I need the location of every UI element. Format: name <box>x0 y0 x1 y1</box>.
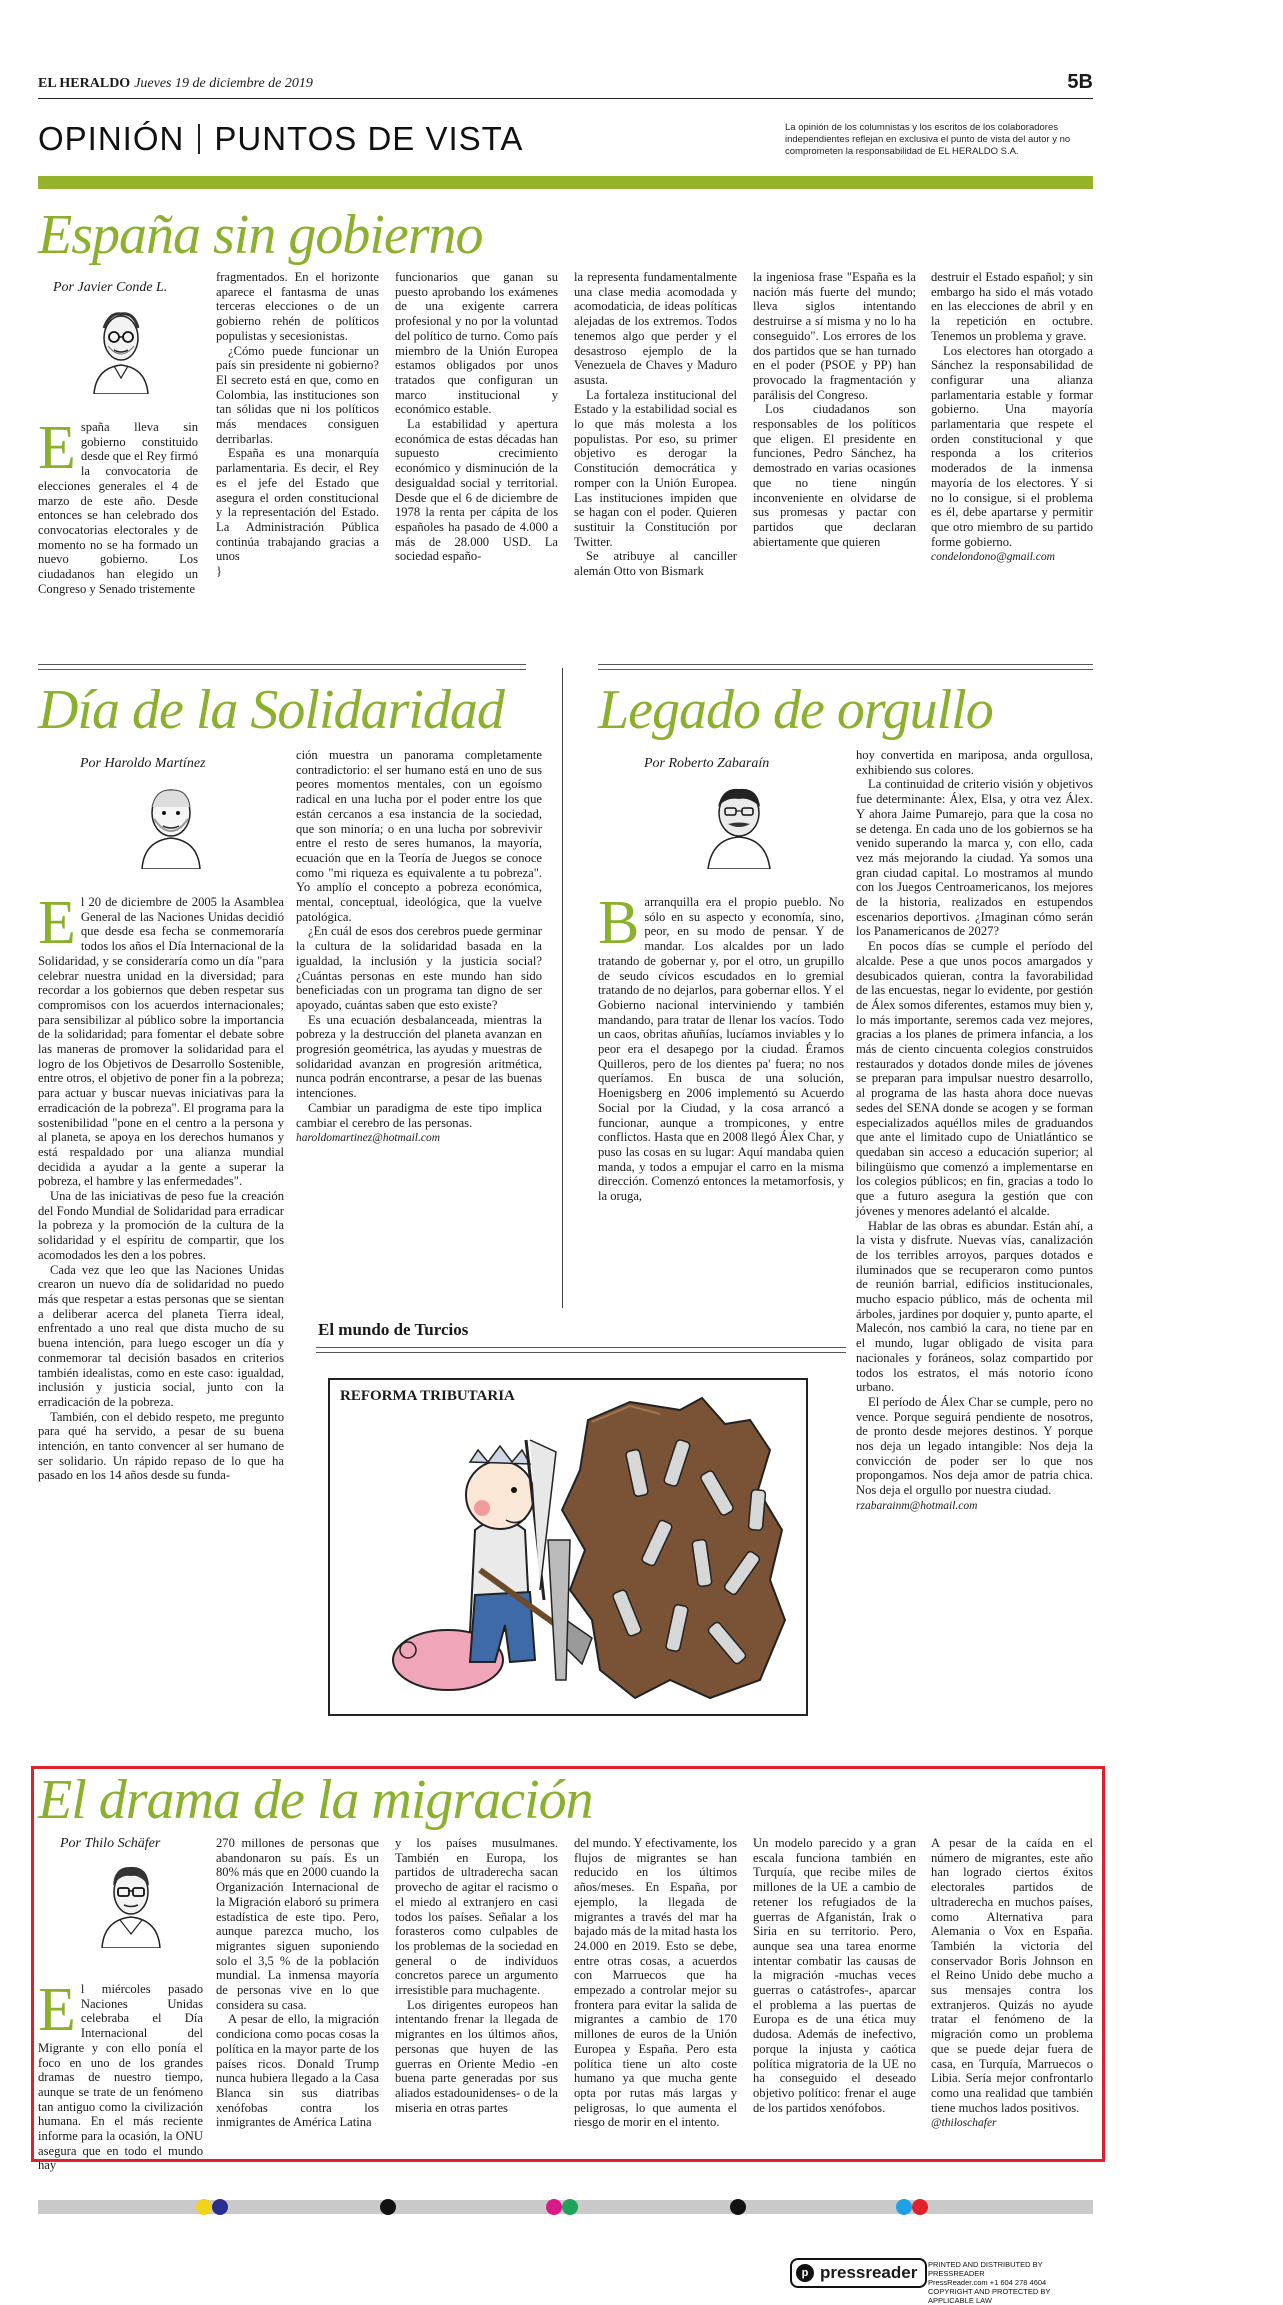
article-column <box>296 748 542 1146</box>
paragraph: España es una monarquía parlamentaria. Es decir, el Rey es el jefe del Estado que asegura el orden constitucional y la representación del Estado. La Administración Pública continúa trabajando gracias a unos <box>216 446 379 564</box>
author-email[interactable]: @thiloschafer <box>931 2117 997 2130</box>
paragraph: ción muestra un panorama completamente contradictorio: el ser humano está en uno de sus peores momentos mentales, con un egoísmo radical en una lucha por el poder entre los que están cercanos a esa instancia de la sociedad, que son minoría; o en una lucha por sobrevivir entre el resto de seres humanos, la mayoría, ecuación que en la Teoría de Juegos se conoce como "mi riqueza es equivalente a tu pobreza". Yo amplío el concepto a pobreza económica, mental, conceptual, ideológica, que la vuelve patológica. <box>296 748 542 924</box>
page-number: 5B <box>1067 71 1093 93</box>
section-divider-rule <box>598 664 1093 670</box>
article-headline: Legado de orgullo <box>598 679 993 741</box>
article-headline: España sin gobierno <box>38 204 483 266</box>
paragraph: Es una ecuación desbalanceada, mientras la pobreza y la destrucción del planeta avanzan en progresión geométrica, las ayudas y muestras de solidaridad avanzan en progresión aritmética, nunca podrán encontrarse, a pesar de las buenas intenciones. <box>296 1012 542 1101</box>
author-email[interactable]: haroldomartinez@hotmail.com <box>296 1132 440 1145</box>
section-title-left: OPINIÓN <box>38 120 185 157</box>
article-column <box>38 414 198 596</box>
section-title-right: PUNTOS DE VISTA <box>214 120 524 157</box>
section-divider-rule <box>38 664 526 670</box>
registration-dot <box>896 2199 912 2215</box>
article-column: fragmentados. En el horizonte aparece el fantasma de unas terceras elecciones o de un gobierno rehén de políticos populistas y secesionistas. ¿Cómo puede funcionar un país sin presidente ni gobierno? El secreto está en que, como en Colombia, las instituciones son tan sólidas que ni los políticos más mendaces consiguen derribarlas. España es una monarquía parlamentaria. Es decir, el Rey es el jefe del Estado que asegura el orden constitucional y la representación del Estado. La Administración Pública continúa trabajando gracias a unos } <box>216 270 379 579</box>
paragraph: fragmentados. En el horizonte aparece el fantasma de unas terceras elecciones o de un gobierno rehén de políticos populistas y secesionistas. <box>216 270 379 343</box>
paragraph: destruir el Estado español; y sin embargo ha sido el más votado en las elecciones de abril y en la repetición en octubre. Tenemos un problema y grave. <box>931 270 1093 343</box>
registration-dot <box>912 2199 928 2215</box>
drop-cap: E <box>38 1976 76 2044</box>
author-portrait <box>698 777 780 869</box>
paragraph: Los electores han otorgado a Sánchez la responsabilidad de configurar una alianza parlamentaria estable y formar gobierno. Una mayoría parlamentaria que respete el orden constitucional y que responda a los criterios moderados de la inmensa mayoría de los electores. Y si no lo consigue, si el problema es él, debe apartarse y permitir que otro miembro de su partido forme gobierno. <box>931 343 1093 549</box>
masthead <box>38 71 1093 96</box>
section-accent-bar <box>38 176 1093 189</box>
paragraph: ¿En cuál de esos dos cerebros puede germinar la cultura de la solidaridad basada en la igualdad, la inclusión y la justicia social? ¿Cuántas personas en este mundo han sido beneficiadas con un programa tan digno de ser apoyado, cuántas saben que esto existe? <box>296 924 542 1012</box>
masthead-rule <box>38 98 1093 99</box>
paragraph: Se atribuye al canciller alemán Otto von Bismark <box>574 549 737 579</box>
article-column <box>38 889 284 1483</box>
editorial-cartoon <box>328 1378 808 1716</box>
author-email[interactable]: rzabarainm@hotmail.com <box>856 1499 978 1512</box>
highlight-box <box>31 1766 1105 2162</box>
pressreader-logo[interactable] <box>790 2258 927 2288</box>
registration-dot <box>562 2199 578 2215</box>
cartoon-caption: REFORMA TRIBUTARIA <box>340 1388 515 1404</box>
pressreader-line: COPYRIGHT AND PROTECTED BY APPLICABLE LAW <box>928 2287 1051 2305</box>
section-title <box>38 120 523 158</box>
drop-cap: E <box>38 889 76 957</box>
paragraph: Una de las iniciativas de peso fue la creación del Fondo Mundial de Solidaridad para erradicar la pobreza y la promoción de la cultura de la solidaridad y el espíritu de compartir, que los acomodados les den a los pobres. <box>38 1189 284 1262</box>
newspaper-name: EL HERALDO <box>38 76 131 91</box>
drop-cap: E <box>38 414 76 482</box>
paragraph: 270 millones de personas que abandonaron su país. Es un 80% más que en 2000 cuando la Organización Internacional de la Migración elaboró su primera estadística de este tipo. Pero, aunque parezca mucho, los migrantes siguen suponiendo solo el 3,5 % de la población mundial. La inmensa mayoría de personas vive en lo que considera su casa. <box>216 1836 379 2012</box>
author-portrait <box>80 302 162 394</box>
pressreader-name: pressreader <box>820 2263 918 2282</box>
paragraph: l miércoles pasado Naciones Unidas celebraba el Día Internacional del Migrante y con ello ponía el foco en uno de los grandes dramas de nuestro tiempo, aunque se trate de un fenómeno tan antiguo como la civilización humana. En el más reciente informe para la ocasión, la ONU asegura que en todo el mundo hay <box>38 1982 203 2173</box>
paragraph: arranquilla era el propio pueblo. No sólo en su aspecto y economía, sino, peor, en su modo de pensar. Y de mandar. Los alcaldes por un lado tratando de gobernar y, por el otro, un grupillo de seudo cívicos escudados en lo gremial tratando de no dejarlos, para gobernar ellos. Y el Gobierno nacional interviniendo y también mandando, para tratar de llenar los vacíos. Todo un caos, obritas añuñías, lucíamos inviables y lo peor era el desapego por la ciudad. Éramos Quilleros, pero de los dientes pa' fuera; no nos queríamos. En busca de una solución, Hoenigsberg en 2006 implementó su Acuerdo Social por la Ciudad, y la cosa arrancó a funcionar, aunque a trompicones, y entre conflictos. Hasta que en 2008 llegó Álex Char, y puso las cosas en su lugar: Aquí mandaba quien manda, y todos a empujar el carro en la misma dirección. Comenzó entonces la metamorfosis, y la oruga, <box>598 895 844 1204</box>
issue-date: Jueves 19 de diciembre de 2019 <box>134 76 313 91</box>
article-column <box>753 270 916 549</box>
paragraph: Un modelo parecido y a gran escala funciona también en Turquía, que recibe miles de millones de la UE a cambio de retener los refugiados de la guerras de Afganistán, Irak o Siria en su territorio. Pero, aunque sea una tarea enorme intentar combatir las causas de la migración -muchas veces guerras o catástrofes-, aparcar el problema a las puertas de Europa es de una ética muy dudosa. Además de inefectivo, porque la injusta y caótica política migratoria de la UE no ha conseguido el deseado objetivo político: frenar el auge de los partidos xenófobos. <box>753 1836 916 2115</box>
article-column <box>395 270 558 564</box>
article-byline: Por Roberto Zabaraín <box>644 756 770 771</box>
paragraph: A pesar de la caída en el número de migrantes, este año han logrado ciertos éxitos electorales partidos de ultraderecha en muchos países, como Alternativa para Alemania o Vox en España. También la victoria del conservador Boris Johnson en el Reino Unido debe mucho a sus mensajes contra los extranjeros. Quizás no ayude tratar el fenómeno de la migración como un problema que se puede dejar fuera de casa, en Turquía, Marruecos o Libia. Sería mejor confrontarlo como una realidad que también tiene muchos lados positivos. <box>931 1836 1093 2115</box>
pressreader-notice <box>928 2260 1090 2305</box>
registration-dot <box>380 2199 396 2215</box>
pressreader-line: PressReader.com +1 604 278 4604 <box>928 2278 1047 2287</box>
paragraph: El período de Álex Char se cumple, pero no vence. Porque seguirá pendiente de nosotros, de pronto desde mejores destinos. Y porque nos deja un legado intangible: Nos deja la convicción de poder ser lo que nos propongamos. Nos deja amor de patria chica. Nos deja el orgullo por nuestra ciudad. <box>856 1394 1093 1498</box>
section-divider <box>198 124 200 154</box>
paragraph: Cada vez que leo que las Naciones Unidas crearon un nuevo día de solidaridad no puedo más que respetar a estas personas que se sientan a deliberar acerca del planeta Tierra ideal, enfrentado a uno real que dista mucho de su buena intención, para luego escoger un día y conmemorar tal decisión basados en criterios también idealistas, como en este caso: igualdad, inclusión y justicia social, junto con la erradicación de la pobreza. <box>38 1262 284 1409</box>
paragraph: ¿Cómo puede funcionar un país sin presidente ni gobierno? El secreto está en que, como en Colombia, las instituciones son tan sólidas que ni los políticos más mendaces consiguen derribarlas. <box>216 343 379 446</box>
paragraph: funcionarios que ganan su puesto aprobando los exámenes de una exigente carrera profesional y no por la voluntad del político de turno. Como país miembro de la Unión Europea estamos obligados por unos tratados que configuran un marco institucional y económico estable. <box>395 270 558 417</box>
paragraph: La fortaleza institucional del Estado y la estabilidad social es lo que más molesta a los populistas. Por eso, su primer objetivo es derogar la Constitución democrática y romper con la Unión Europea. Las instituciones impiden que se hagan con el poder. Quieren sustituir la Constitución por Twitter. <box>574 387 737 549</box>
article-byline: Por Haroldo Martínez <box>80 756 206 771</box>
article-column <box>931 270 1093 565</box>
column-divider <box>562 668 563 1308</box>
registration-dot <box>730 2199 746 2215</box>
article-column <box>598 889 844 1204</box>
pressreader-line: PRINTED AND DISTRIBUTED BY PRESSREADER <box>928 2260 1043 2278</box>
article-headline: Día de la Solidaridad <box>38 679 504 741</box>
opinion-disclaimer: La opinión de los columnistas y los escritos de los colaboradores independientes reflejan en exclusiva el punto de vista del autor y no comprometen la responsabilidad de EL HERALDO S.A. <box>785 122 1071 157</box>
article-headline: El drama de la migración <box>38 1769 593 1831</box>
paragraph: hoy convertida en mariposa, anda orgullosa, exhibiendo sus colores. <box>856 748 1093 777</box>
paragraph: spaña lleva sin gobierno constituido desde que el Rey firmó la convocatoria de elecciones generales el 4 de marzo de este año. Desde entonces se han celebrado dos convocatorias electorales y de momento no se ha formado un nuevo gobierno. Los ciudadanos han elegido un Congreso y Senado tristemente <box>38 420 198 596</box>
paragraph: del mundo. Y efectivamente, los flujos de migrantes se han reducido en los últimos años/meses. En España, por ejemplo, la llegada de migrantes a través del mar ha bajado más de la mitad hasta los 24.000 en 2019. Esto se debe, entre otras cosas, a acuerdos con Marruecos que ha empezado a controlar mejor su frontera para evitar la salida de migrantes a cambio de 170 millones de euros de la Unión Europea y España. Pero esta política tiene un alto coste humano ya que mucha gente opta por rutas más largas y peligrosas, lo que aumenta el riesgo de morir en el intento. <box>574 1836 737 2130</box>
pressreader-icon: p <box>796 2264 814 2282</box>
article-column <box>574 270 737 579</box>
author-portrait <box>130 777 212 869</box>
paragraph: l 20 de diciembre de 2005 la Asamblea General de las Naciones Unidas decidió que desde esa fecha se conmemoraría todos los años el Día Internacional de la Solidaridad, y se consideraría como un día "para celebrar nuestra unidad en la diversidad; para recordar a los gobiernos que deben respetar sus compromisos con los acuerdos internacionales; para sensibilizar al público sobre la importancia de la solidaridad; para fomentar el debate sobre las maneras de promover la solidaridad para el logro de los Objetivos de Desarrollo Sostenible, entre otros, el objetivo de poner fin a la pobreza; para actuar y buscar nuevas iniciativas para la erradicación de la pobreza". El programa para la sostenibilidad "pone en el centro a la persona y al planeta, se apoya en los derechos humanos y está respaldado por una alianza mundial decidida a ayudar a la gente a superar la pobreza, el hambre y las enfermedades". <box>38 895 284 1189</box>
cartoon-rule <box>316 1347 846 1353</box>
article-column <box>856 748 1093 1514</box>
paragraph: También, con el debido respeto, me pregunto para qué ha servido, a pesar de su buena intención, en tanto convencer al ser humano de ser solidario. Un rápido repaso de lo que ha pasado en los 14 años desde su funda- <box>38 1409 284 1483</box>
author-email[interactable]: condelondono@gmail.com <box>931 551 1055 564</box>
drop-cap: B <box>598 889 640 957</box>
paragraph: En pocos días se cumple el período del alcalde. Pese a que unos pocos amargados y desubicados quieran, contra la favorabilidad de las encuestas, negar lo evidente, por gestión de Álex somos diferentes, estamos muy bien y, lo más importante, seremos cada vez mejores, gracias a los planes de primera infancia, a los más de ciento cincuenta colegios construidos restaurados y dotados donde miles de jóvenes se preparan para impulsar nuestro desarrollo, al programa de las hasta ahora doce nuevas sedes del SENA donde se acogen y se forman especializados aquéllos miles de graduandos que ante el limitado cupo de Uniatlántico se quedaban sin acceso a educación superior; al bilingüismo que comenzó a implementarse en los colegios públicos; en fin, gracias a todo lo que a futuro asegura la gestión que con jóvenes y menores adelantó el alcalde. <box>856 939 1093 1218</box>
paragraph: Cambiar un paradigma de este tipo implica cambiar el cerebro de las personas. <box>296 1100 542 1130</box>
paragraph: Los ciudadanos son responsables de los políticos que eligen. El presidente en funciones, Pedro Sánchez, ha demostrado en varias ocasiones que no tiene ningún inconveniente en olvidarse de sus promesas y pactar con partidos que declaran abiertamente que quieren <box>753 402 916 549</box>
registration-dot <box>212 2199 228 2215</box>
paragraph: La continuidad de criterio visión y objetivos fue determinante: Álex, Elsa, y otra vez Álex. Y ahora Jaime Pumarejo, para que la cosa no se detenga. En cada uno de los gobiernos se ha venido superando la marca y, con ello, cada vez más mejorando la ciudad. Ya somos una gran ciudad capital. Lo mostramos al mundo con los Juegos Centroamericanos, los mejores de la historia, realizados en estupendos escenarios deportivos. ¿Imaginan cómo serán los Panamericanos de 2027? <box>856 777 1093 939</box>
paragraph: la ingeniosa frase "España es la nación más fuerte del mundo; lleva siglos intentando destruirse a sí misma y no lo ha conseguido". Los errores de los dos partidos que se han turnado en el poder (PSOE y PP) han provocado la fragmentación y parálisis del Congreso. <box>753 270 916 402</box>
pressreader-footer <box>790 2258 1090 2305</box>
registration-dot <box>196 2199 212 2215</box>
paragraph: Hablar de las obras es abundar. Están ahí, a la vista y disfrute. Nuevas vías, canalización de los terribles arroyos, parques dotados e iluminados que se recuperaron como puntos de reunión barrial, edificios institucionales, mucho espacio público, más de ochenta mil árboles, jardines por doquier y, punto aparte, el Malecón, nos cambió la cara, no tiene par en el mundo, lugar obligado de visita para nacionales y foráneos, solaz compartido por todos los estratos, el más notorio ícono urbano. <box>856 1218 1093 1395</box>
article-byline: Por Thilo Schäfer <box>60 1836 161 1851</box>
cartoon-section-title: El mundo de Turcios <box>318 1320 469 1339</box>
paragraph: y los países musulmanes. También en Europa, los partidos de ultraderecha sacan provecho de agitar el racismo o el miedo al extranjero en casi todos los países. Señalar a los forasteros como culpables de los problemas de la sociedad en general o de individuos concretos parece un argumento irresistible para muchagente. <box>395 1836 558 1998</box>
paragraph: La estabilidad y apertura económica de estas décadas han supuesto crecimiento económico y disminución de la desigualdad social y territorial. Desde que el 6 de diciembre de 1978 la renta per cápita de los españoles ha pasado de 4.000 a más de 28.000 USD. La sociedad españo- <box>395 417 558 564</box>
paragraph: Los dirigentes europeos han intentando frenar la llegada de migrantes en los últimos años, personas que huyen de las guerras en Oriente Medio -en buena parte generadas por sus aliados estadounidenses- o de la miseria en otras partes <box>395 1997 558 2115</box>
registration-dot <box>546 2199 562 2215</box>
paragraph: la representa fundamentalmente una clase media acomodada y acomodaticia, de ideas políticas alejadas de los extremos. Todos tenemos algo que perder y el desastroso ejemplo de la Venezuela de Chaves y Maduro asusta. <box>574 270 737 387</box>
article-byline: Por Javier Conde L. <box>53 280 168 295</box>
paragraph: A pesar de ello, la migración condiciona como pocas cosas la política en la mayor parte de los países ricos. Donald Trump nunca hubiera llegado a la Casa Blanca sin sus diatribas xenófobas contra los inmigrantes de América Latina <box>216 2012 379 2130</box>
